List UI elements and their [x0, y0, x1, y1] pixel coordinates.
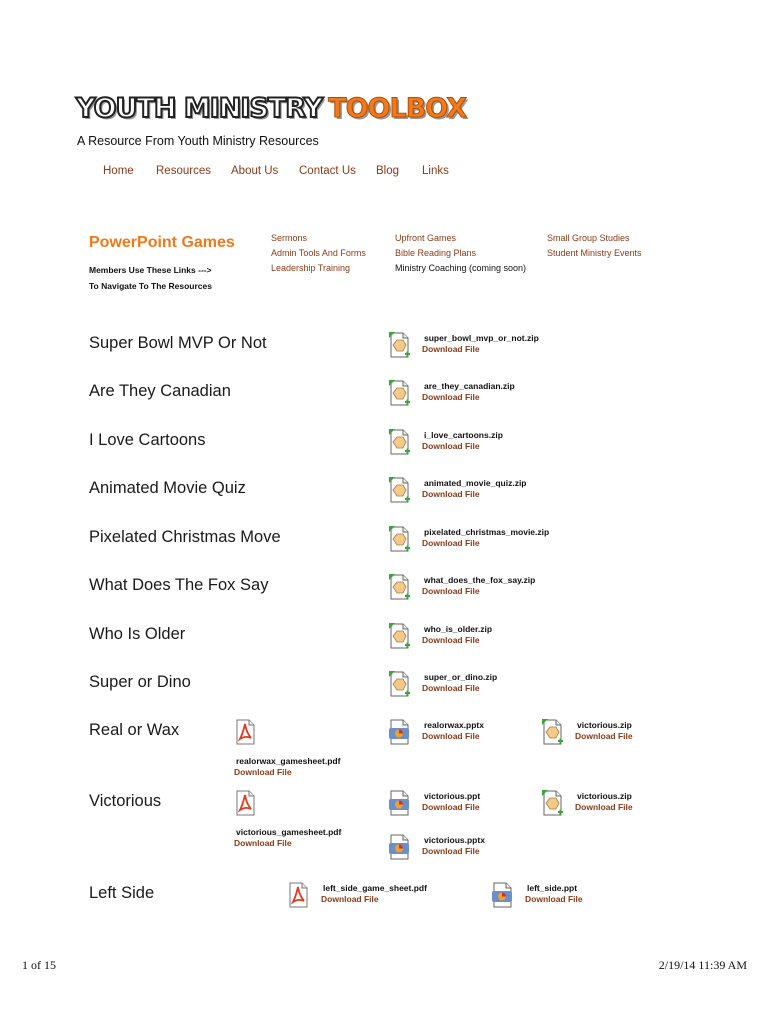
menu-bible-reading[interactable]: Bible Reading Plans — [395, 248, 477, 258]
menu-admin-tools[interactable]: Admin Tools And Forms — [271, 248, 366, 258]
download-link[interactable]: Download File — [422, 489, 480, 499]
site-logo[interactable] — [76, 92, 466, 124]
game-title: Real or Wax — [89, 721, 180, 739]
ppt-file-icon[interactable] — [388, 719, 410, 745]
ppt-file-icon[interactable] — [388, 790, 410, 816]
file-name[interactable]: realorwax.pptx — [424, 720, 484, 730]
download-link[interactable]: Download File — [422, 441, 480, 451]
nav-home[interactable]: Home — [103, 165, 134, 177]
zip-file-icon[interactable] — [388, 574, 410, 600]
file-name[interactable]: victorious.zip — [577, 791, 632, 801]
file-name[interactable]: victorious.pptx — [424, 835, 485, 845]
download-link[interactable]: Download File — [422, 635, 480, 645]
menu-upfront-games[interactable]: Upfront Games — [395, 233, 457, 243]
file-name[interactable]: animated_movie_quiz.zip — [424, 478, 527, 488]
logo-word-1: YOUTH MINISTRY — [76, 92, 323, 124]
game-title: Super Bowl MVP Or Not — [89, 334, 267, 352]
game-title: Super or Dino — [89, 673, 191, 691]
navigate-note: To Navigate To The Resources — [89, 281, 212, 291]
download-link[interactable]: Download File — [422, 683, 480, 693]
nav-about-us[interactable]: About Us — [231, 165, 279, 177]
download-link[interactable]: Download File — [422, 586, 480, 596]
menu-student-events[interactable]: Student Ministry Events — [547, 248, 642, 258]
download-link[interactable]: Download File — [575, 802, 633, 812]
zip-file-icon[interactable] — [388, 671, 410, 697]
menu-small-group[interactable]: Small Group Studies — [547, 233, 630, 243]
download-link[interactable]: Download File — [422, 846, 480, 856]
file-name[interactable]: victorious.zip — [577, 720, 632, 730]
game-title: Victorious — [89, 792, 162, 810]
download-link[interactable]: Download File — [575, 731, 633, 741]
file-name[interactable]: pixelated_christmas_movie.zip — [424, 527, 550, 537]
game-title: Left Side — [89, 884, 155, 902]
zip-file-icon[interactable] — [388, 623, 410, 649]
ppt-file-icon[interactable] — [388, 834, 410, 860]
tagline: A Resource From Youth Ministry Resources — [77, 134, 319, 148]
logo-word-2: TOOLBOX — [328, 92, 467, 124]
download-link[interactable]: Download File — [422, 731, 480, 741]
pdf-file-icon[interactable] — [287, 882, 309, 908]
zip-file-icon[interactable] — [541, 719, 563, 745]
file-name[interactable]: victorious_gamesheet.pdf — [236, 827, 342, 837]
zip-file-icon[interactable] — [388, 380, 410, 406]
pdf-file-icon[interactable] — [234, 719, 256, 745]
menu-sermons[interactable]: Sermons — [271, 233, 308, 243]
download-link[interactable]: Download File — [422, 538, 480, 548]
nav-blog[interactable]: Blog — [376, 165, 400, 177]
members-note: Members Use These Links ---> — [89, 265, 212, 275]
nav-contact-us[interactable]: Contact Us — [299, 165, 356, 177]
game-title: Pixelated Christmas Move — [89, 528, 281, 546]
game-title: Who Is Older — [89, 625, 186, 643]
pdf-file-icon[interactable] — [234, 790, 256, 816]
file-name[interactable]: what_does_the_fox_say.zip — [424, 575, 536, 585]
zip-file-icon[interactable] — [541, 790, 563, 816]
download-link[interactable]: Download File — [234, 838, 292, 848]
zip-file-icon[interactable] — [388, 332, 410, 358]
game-title: I Love Cartoons — [89, 431, 206, 449]
download-link[interactable]: Download File — [321, 894, 379, 904]
game-title: Are They Canadian — [89, 382, 231, 400]
file-name[interactable]: who_is_older.zip — [424, 624, 493, 634]
nav-resources[interactable]: Resources — [156, 165, 211, 177]
zip-file-icon[interactable] — [388, 477, 410, 503]
ppt-file-icon[interactable] — [491, 882, 513, 908]
game-title: What Does The Fox Say — [89, 576, 269, 594]
download-link[interactable]: Download File — [234, 767, 292, 777]
file-name[interactable]: i_love_cartoons.zip — [424, 430, 503, 440]
download-link[interactable]: Download File — [422, 392, 480, 402]
menu-ministry-coaching[interactable]: Ministry Coaching (coming soon) — [395, 263, 527, 273]
file-name[interactable]: super_bowl_mvp_or_not.zip — [424, 333, 539, 343]
game-title: Animated Movie Quiz — [89, 479, 246, 497]
menu-leadership-training[interactable]: Leadership Training — [271, 263, 351, 273]
section-title: PowerPoint Games — [89, 234, 235, 251]
nav-links[interactable]: Links — [422, 165, 449, 177]
download-link[interactable]: Download File — [422, 344, 480, 354]
print-timestamp: 2/19/14 11:39 AM — [658, 958, 747, 972]
file-name[interactable]: realorwax_gamesheet.pdf — [236, 756, 341, 766]
file-name[interactable]: super_or_dino.zip — [424, 672, 498, 682]
file-name[interactable]: left_side.ppt — [527, 883, 578, 893]
download-link[interactable]: Download File — [525, 894, 583, 904]
file-name[interactable]: left_side_game_sheet.pdf — [323, 883, 427, 893]
page-number: 1 of 15 — [22, 958, 56, 972]
file-name[interactable]: victorious.ppt — [424, 791, 481, 801]
zip-file-icon[interactable] — [388, 429, 410, 455]
file-name[interactable]: are_they_canadian.zip — [424, 381, 515, 391]
download-link[interactable]: Download File — [422, 802, 480, 812]
zip-file-icon[interactable] — [388, 526, 410, 552]
